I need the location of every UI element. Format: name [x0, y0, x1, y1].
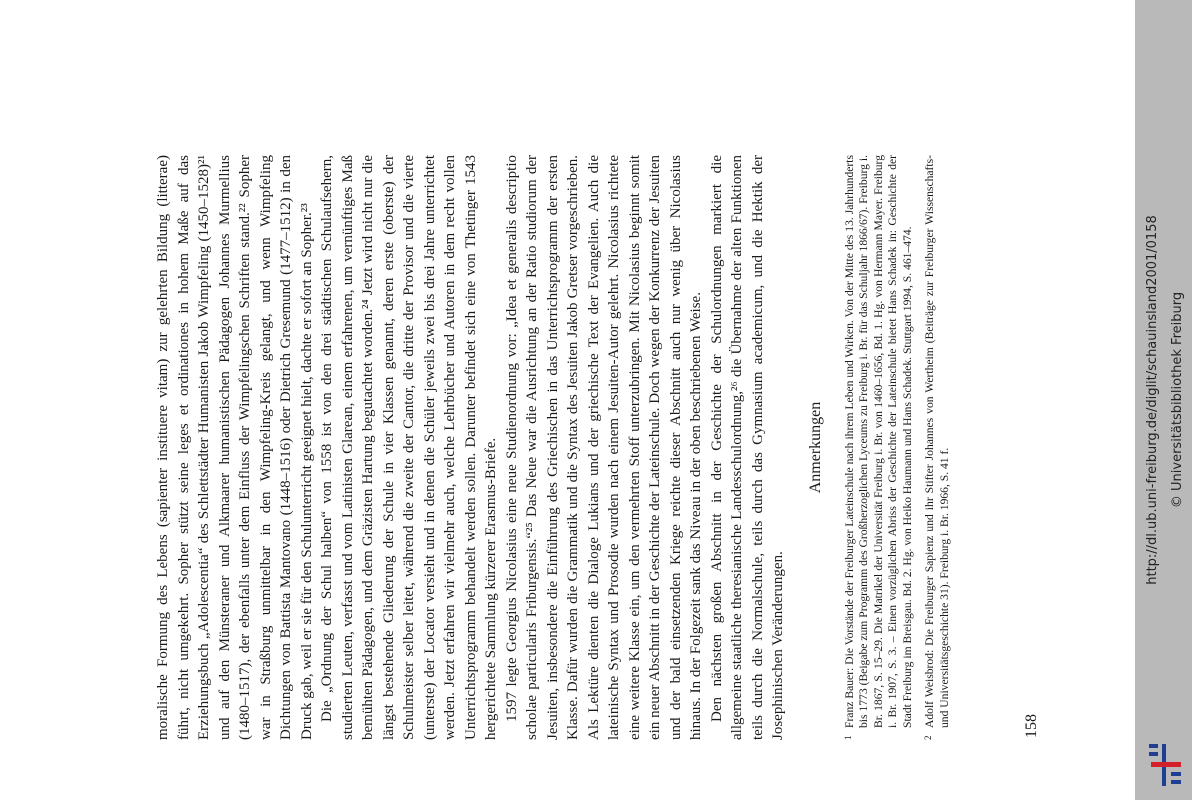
logo-bar-3 — [1171, 772, 1181, 776]
paragraph-2: Die „Ordnung der Schul halben“ von 1558 ist von den drei städtischen Schulaufsehern, studierten Leuten, verfasst und vom Latinisten Glarean, einem erfahrenen, um vernünftiges Maß bemühten Pädagogen, und dem Gräzisten Hartung begutachtet worden.²⁴ Jetzt wird nicht nur die längst bestehende Gliederung der Schule in vier Klassen genannt, deren erste (oberste) der Schulmeister selber leitet, während die zweite der Cantor, die dritte der Provisor und die vierte (unterste) der Locator versieht und in denen die Schüler jeweils zwei bis drei Jahre unterrichtet werden. Jetzt erfahren wir vielmehr auch, welche Lehrbücher und Autoren in dem recht vollen Unterrichtsprogramm behandelt werden sollen. Darunter befindet sich eine von Thetinger 1543 hergerichtete Sammlung kürzerer Erasmus-Briefe. — [319, 155, 499, 740]
page-number: 158 — [1023, 714, 1040, 738]
footnote-1 — [841, 155, 916, 740]
footnote-2-text: Adolf Weisbrod: Die Freiburger Sapienz und ihr Stifter Johannes von Wertheim (Beiträge zur Freiburger Wissenschafts- und Universitätsgeschichte 31). Freiburg i. Br. 1966, S. 41 f. — [923, 155, 952, 728]
footnote-2-number: 2 — [923, 735, 934, 740]
source-url[interactable]: http://dl.ub.uni-freiburg.de/diglit/schauinsland2001/0158 — [1145, 215, 1160, 585]
footnote-1-text: Franz Bauer: Die Vorstände der Freiburger Lateinschule nach ihrem Leben und Wirken. Von der Mitte des 13. Jahrhunderts bis 1773 (Beigabe zum Programm des Großherzoglichen Lyceums zu Freiburg i. Br. für das Schuljahr 1866/67). Freiburg i. Br. 1867, S. 15–29. Die Matrikel der Universität Freiburg i. Br. von 1460–1656, Bd. 1. Hg. von Hermann Mayer. Freiburg i. Br. 1907, S. 3. – Einen vorzüglichen Abriss der Geschichte der Lateinschule bietet Hans Schadek in: Geschichte der Stadt Freiburg im Breisgau. Bd. 2. Hg. von Heiko Haumann und Hans Schadek. Stuttgart 1994, S. 461–474. — [842, 155, 914, 728]
logo-bar-4 — [1171, 780, 1181, 784]
paragraph-4: Den nächsten großen Abschnitt in der Geschichte der Schulordnungen markiert die allgemeine staatliche theresianische Landesschulordnung,²⁶ die Übernahme der alten Funktionen teils durch die Normalschule, teils durch das Gymnasium academicum, und die Hektik der Josephinischen Veränderungen. — [708, 155, 786, 740]
paragraph-1: moralische Formung des Lebens (sapienter instituere vitam) zur gelehrten Bildung (litterae) führt, nicht umgekehrt. Sopher stützt seine leges et ordinationes in hohem Maße auf das Erziehungsbuch „Adolescentia“ des Schlettstädter Humanisten Jakob Wimpfeling (1450–1528)²¹ und auf den Münsteraner und Alkmaarer humanistischen Pädagogen Johannes Murmellius (1480–1517), der ebenfalls unter dem Einfluss der Wimpfelingschen Schriften stand.²² Sopher war in Straßburg unmittelbar in den Wimpfeling-Kreis gelangt, und wenn Wimpfeling Dichtungen von Battista Mantovano (1448–1516) oder Dietrich Gresemund (1477–1512) in den Druck gab, weil er sie für den Schulunterricht geeignet hielt, dachte er sofort an Sopher.²³ — [155, 155, 315, 740]
paragraph-3: 1597 legte Georgius Nicolasius eine neue Studienordnung vor: „Idea et generalis descriptio scholae particularis Friburgensis.“²⁵ Das Neue war die Ausrichtung an der Ratio studiorum der Jesuiten, insbesondere die Einführung des Griechischen in das Unterrichtsprogramm der ersten Klasse. Dafür wurden die Grammatik und die Syntax des Jesuiten Jakob Gretser vorgeschrieben. Als Lektüre dienten die Dialoge Lukians und der griechische Text der Evangelien. Auch die lateinische Syntax und Prosodie wurden nach einem Jesuiten-Autor gelehrt. Nicolasius richtete eine weitere Klasse ein, um den vermehrten Stoff unterzubringen. Mit Nicolasius beginnt somit ein neuer Abschnitt in der Geschichte der Lateinschule. Doch wegen der Konkurrenz der Jesuiten und der bald einsetzenden Kriege reichte dieser Abschnitt auch nur wenig über Nicolasius hinaus. In der Folgezeit sank das Niveau in der oben beschriebenen Weise. — [503, 155, 704, 740]
ub-freiburg-logo-icon — [1145, 740, 1185, 790]
footnote-2 — [921, 155, 952, 740]
copyright-notice: © Universitätsbibliothek Freiburg — [1170, 291, 1185, 509]
notes-heading: Anmerkungen — [806, 401, 824, 494]
body-text — [153, 155, 959, 740]
rotated-page-content — [8, 10, 1135, 800]
logo-red-bar — [1151, 762, 1181, 767]
logo-bar-2 — [1149, 752, 1158, 756]
footnote-1-number: 1 — [842, 735, 853, 740]
logo-bar-1 — [1149, 744, 1158, 748]
library-sidebar — [1135, 0, 1192, 800]
